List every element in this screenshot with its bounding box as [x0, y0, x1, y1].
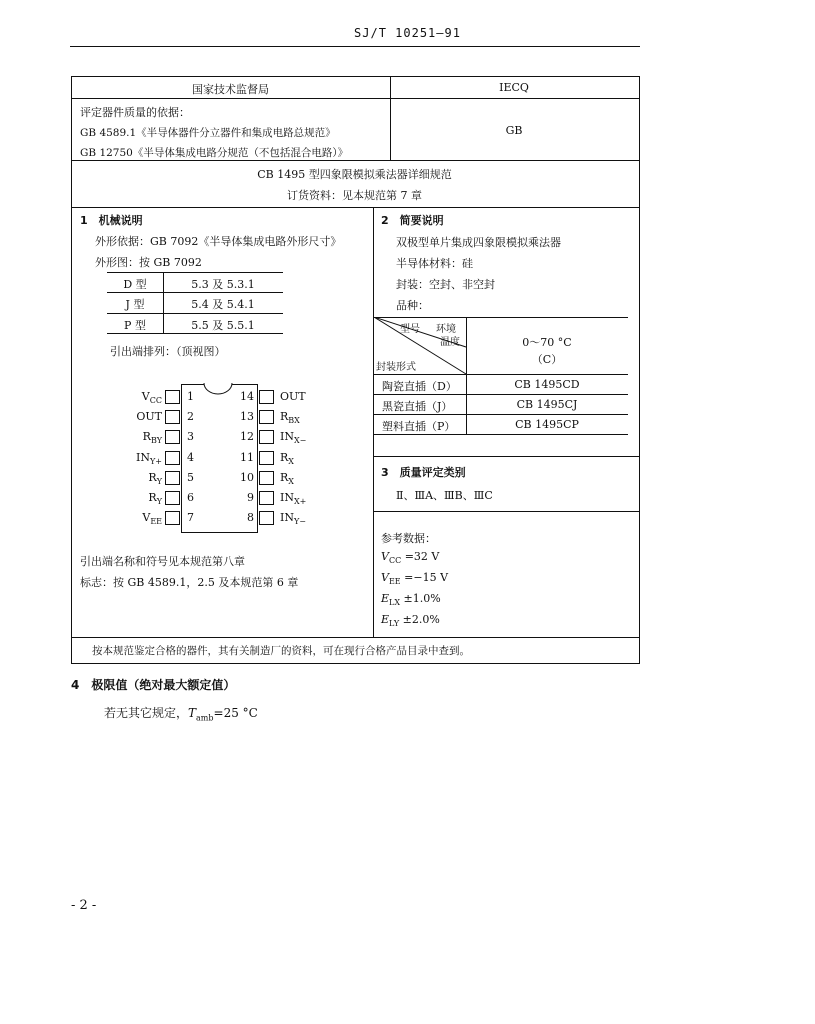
package-type: J 型 [125, 298, 145, 311]
pin-lead [165, 471, 180, 485]
pin-sub: Y+ [150, 456, 162, 466]
pin-name: R [148, 470, 157, 484]
pin-note: 引出端名称和符号见本规范第八章 [80, 555, 245, 568]
pin-label-left [148, 471, 162, 486]
pin-number: 3 [187, 430, 194, 444]
section4-condition [104, 704, 258, 722]
marking: 标志：按 GB 4589.1，2.5 及本规范第 6 章 [80, 576, 299, 589]
pin-label-left [142, 390, 162, 405]
ref-value: ±2.0% [402, 613, 440, 626]
pin-sub: X− [293, 436, 307, 446]
pin-lead [165, 410, 180, 424]
ref-value: ±1.0% [403, 592, 441, 605]
pin-label-right [280, 511, 306, 526]
pin-arrangement: 引出端排列：（顶视图） [110, 345, 226, 358]
page-number: - 2 - [71, 898, 97, 913]
pin-number: 13 [240, 410, 254, 424]
pin-lead [259, 471, 274, 485]
row-line [71, 637, 639, 638]
basis-1: GB 4589.1《半导体器件分立器件和集成电路总规范》 [80, 127, 336, 139]
reference-value [381, 571, 448, 586]
pin-label-right [280, 451, 294, 466]
ref-value: =32 V [404, 550, 440, 563]
model-row: CB 1495CJ [516, 398, 578, 411]
pin-lead [259, 511, 274, 525]
pin-lead [165, 430, 180, 444]
pin-lead [259, 430, 274, 444]
ref-symbol: E [381, 592, 390, 605]
outline-drawing: 外形图：按 GB 7092 [95, 256, 202, 269]
package-ref: 5.5 及 5.5.1 [191, 319, 255, 332]
pin-name: OUT [136, 410, 162, 424]
variants-table-line [374, 434, 628, 435]
row-line [71, 160, 639, 161]
pkg-row: 陶瓷直插（D） [382, 380, 457, 393]
basis-2: GB 12750《半导体集成电路分规范（不包括混合电路）》 [80, 147, 349, 159]
pin-sub: Y [156, 476, 162, 486]
pin-name: R [280, 450, 289, 464]
pin-number: 4 [187, 450, 194, 464]
order-info: 订货资料：见本规范第 7 章 [287, 189, 422, 202]
pin-number: 1 [187, 390, 194, 403]
temp-code: （C） [531, 353, 563, 366]
diag-env: 环境 [436, 324, 456, 335]
pin-name: OUT [280, 390, 306, 403]
ref-sub: CC [388, 556, 402, 566]
pin-number: 12 [240, 430, 254, 444]
header-rule [70, 46, 640, 47]
diag-model: 型号 [400, 324, 420, 335]
pin-sub: Y− [293, 517, 306, 527]
ref-sub: EE [388, 577, 401, 587]
ref-symbol: E [381, 613, 390, 626]
pin-name: R [148, 491, 157, 504]
pin-number: 9 [247, 491, 254, 504]
ref-value: =−15 V [404, 571, 449, 584]
pin-name: V [142, 511, 151, 525]
pin-number: 14 [240, 390, 254, 403]
ref-symbol: V [381, 571, 389, 584]
pin-number: 11 [240, 450, 254, 464]
condition-symbol: T [188, 706, 197, 720]
pin-label-right [280, 491, 306, 506]
pin-sub: CC [149, 396, 162, 406]
pin-lead [165, 491, 180, 505]
outline-basis: 外形依据：GB 7092《半导体集成电路外形尺寸》 [95, 235, 342, 248]
ref-sub: LY [389, 619, 400, 629]
row-line [71, 98, 639, 99]
ref-sub: LX [389, 598, 401, 608]
pin-name: IN [280, 430, 294, 444]
condition-prefix: 若无其它规定， [104, 706, 189, 720]
section1-title: 1 机械说明 [80, 214, 143, 227]
temp-range: 0～70 °C [522, 336, 572, 349]
pin-sub: X [288, 476, 294, 486]
section3-rule [374, 456, 639, 457]
row-line [71, 207, 639, 208]
pin-name: R [280, 410, 289, 424]
section2-title: 2 简要说明 [381, 214, 444, 227]
pin-lead [259, 390, 274, 404]
encapsulation: 封装：空封、非空封 [396, 278, 495, 291]
pin-sub: BX [288, 416, 300, 426]
reference-value [381, 550, 439, 565]
reference-value [381, 613, 440, 628]
package-ref: 5.4 及 5.4.1 [191, 298, 255, 311]
condition-value: =25 °C [213, 706, 258, 720]
ic-notch [203, 383, 233, 397]
package-type: D 型 [123, 278, 147, 291]
pkg-row: 塑料直插（P） [382, 420, 456, 433]
section3-rule [374, 511, 639, 512]
model-row: CB 1495CP [515, 418, 579, 431]
pin-lead [259, 451, 274, 465]
pin-name: IN [136, 450, 151, 464]
pin-name: R [142, 430, 151, 444]
diag-temp: 温度 [440, 337, 460, 348]
spec-title: CB 1495 型四象限模拟乘法器详细规范 [257, 168, 452, 181]
basis-title: 评定器件质量的依据： [80, 106, 190, 119]
section4-title: 4 极限值（绝对最大额定值） [71, 678, 236, 692]
pin-label-right [280, 410, 300, 425]
pin-number: 10 [240, 470, 254, 484]
pin-sub: BY [150, 436, 162, 446]
pkg-row: 黑瓷直插（J） [382, 400, 453, 413]
device-desc: 双极型单片集成四象限模拟乘法器 [396, 236, 561, 249]
reference-value [381, 592, 441, 607]
pin-number: 5 [187, 470, 194, 484]
section3-title: 3 质量评定类别 [381, 466, 466, 479]
pin-number: 7 [187, 511, 194, 525]
ref-title: 参考数据： [381, 532, 436, 545]
variants-table-line [374, 414, 628, 415]
pin-label-left [143, 430, 162, 445]
pin-lead [165, 390, 180, 404]
package-table [107, 272, 283, 334]
package-ref: 5.3 及 5.3.1 [191, 278, 255, 291]
pin-lead [259, 410, 274, 424]
model-row: CB 1495CD [514, 378, 580, 391]
col-line [373, 207, 374, 637]
pin-name: IN [280, 491, 294, 504]
pin-lead [165, 451, 180, 465]
pin-label-left [148, 491, 162, 506]
pin-label-left [136, 451, 162, 466]
material: 半导体材料：硅 [396, 257, 473, 270]
pin-label-right [280, 430, 306, 445]
authority: 国家技术监督局 [192, 83, 269, 96]
gb-label: GB [505, 124, 523, 137]
pin-name: IN [280, 511, 294, 525]
pin-sub: X+ [293, 497, 307, 507]
pin-sub: EE [150, 517, 162, 527]
quality-categories: Ⅱ、ⅢA、ⅢB、ⅢC [396, 489, 493, 502]
pin-name: V [141, 390, 150, 403]
condition-sub: amb [196, 713, 214, 723]
pin-sub: X [288, 456, 294, 466]
pin-label-left [136, 410, 162, 425]
ref-symbol: V [381, 550, 389, 563]
iecq-label: IECQ [499, 81, 529, 94]
pin-lead [259, 491, 274, 505]
pin-name: R [280, 470, 289, 484]
pin-label-right [280, 390, 306, 405]
diag-package: 封装形式 [376, 362, 416, 373]
pin-label-right [280, 471, 294, 486]
footer-note: 按本规范鉴定合格的器件，其有关制造厂的资料，可在现行合格产品目录中查到。 [92, 645, 470, 657]
pin-number: 6 [187, 491, 194, 504]
pin-lead [165, 511, 180, 525]
pin-label-left [142, 511, 162, 526]
pin-number: 2 [187, 410, 194, 424]
variants-label: 品种： [396, 299, 429, 312]
standard-number: SJ/T 10251—91 [354, 26, 461, 40]
pin-number: 8 [247, 511, 254, 525]
package-type: P 型 [124, 319, 146, 332]
pin-sub: Y [156, 497, 162, 507]
variants-table-line [374, 394, 628, 395]
